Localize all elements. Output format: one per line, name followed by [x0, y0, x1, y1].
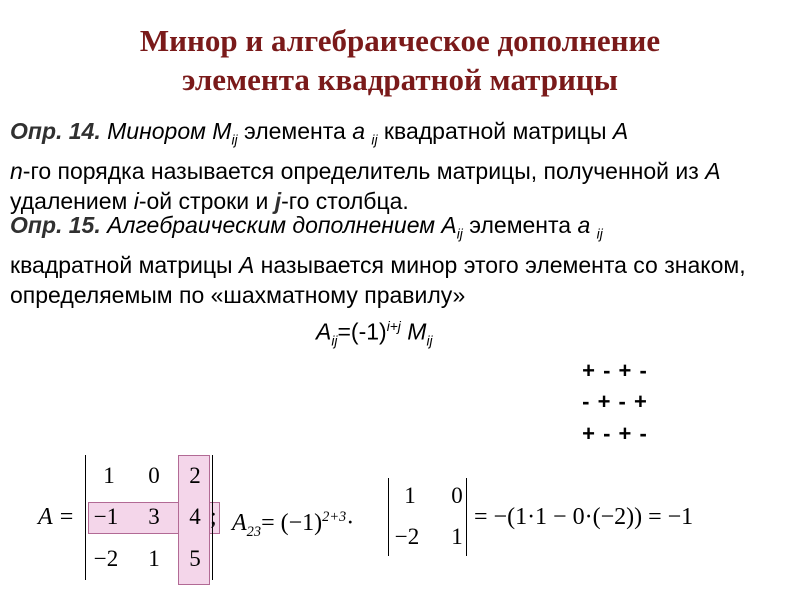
cofactor-power: 2+3 [322, 509, 347, 525]
def14-text: -го столбца. [281, 187, 409, 214]
def15-text: элемента [462, 212, 578, 238]
def14-matrix-symbol: A [612, 118, 629, 144]
definition-14 [10, 116, 790, 216]
def14-elem: a [352, 118, 365, 144]
cofactor-a23 [232, 503, 354, 546]
matrix-cell: 2 [189, 463, 201, 488]
formula-rhs: M [400, 318, 427, 345]
formula-sign-factor: =(-1) [337, 318, 387, 345]
cofactor-symbol: A [232, 510, 247, 536]
def14-text: -ой строки и [138, 187, 275, 214]
matrix-cell: 1 [103, 463, 115, 488]
title-line-1: Минор и алгебраическое дополнение [139, 23, 661, 58]
def15-elem-sub: ij [596, 226, 603, 242]
def14-matrix-symbol: A [705, 157, 721, 184]
def15-label: Опр. 15. [10, 212, 101, 238]
def15-term-sub: ij [456, 226, 463, 242]
def14-text: удалением [10, 187, 134, 214]
matrix-cell: 3 [148, 504, 160, 529]
cofactor-result: = −(1·1 − 0·(−2)) = −1 [474, 504, 694, 530]
def14-elem-sub: ij [371, 132, 378, 148]
def14-col-index: j [274, 187, 282, 214]
minor-cell: 1 [404, 483, 416, 508]
matrix-cell: 4 [189, 504, 201, 529]
def14-text: квадратной матрицы [377, 118, 613, 144]
def15-text: называется минор этого элемента со знаком, определяемым по «шахматному правилу» [10, 251, 746, 308]
chess-rule-row-3: + - + - [582, 421, 648, 446]
minor-cell: 0 [451, 483, 463, 508]
def14-row-index: i [133, 187, 139, 214]
example-matrix-label [38, 503, 74, 531]
def14-order: n [10, 157, 23, 184]
chess-rule-row-2: - + - + [582, 389, 648, 414]
def14-term-sub: ij [231, 132, 238, 148]
formula-exponent: i+j [386, 319, 401, 334]
semicolon: ; [210, 504, 217, 530]
def15-term: Алгебраическим дополнением A [107, 212, 457, 238]
matrix-a-equals: A = [38, 504, 75, 530]
formula-rhs-sub: ij [426, 333, 433, 349]
def14-text: -го порядка называется определитель матрицы, полученной из [22, 157, 706, 184]
matrix-cell: −2 [93, 546, 119, 571]
minor-cell: 1 [451, 524, 463, 549]
matrix-cell: 1 [148, 546, 160, 571]
cofactor-sign: = (−1) [261, 510, 323, 536]
formula-lhs-sub: ij [331, 333, 338, 349]
def15-matrix-symbol: A [238, 251, 255, 278]
cofactor-sub: 23 [246, 523, 262, 540]
chess-rule-row-1: + - + - [582, 358, 648, 383]
multiply-dot: · [346, 510, 355, 536]
minor-cell: −2 [394, 524, 420, 549]
matrix-cell: 5 [189, 546, 201, 571]
matrix-cell: 0 [148, 463, 160, 488]
def15-text: квадратной матрицы [10, 251, 239, 278]
def15-elem: a [577, 212, 591, 238]
matrix-cell: −1 [93, 504, 119, 529]
def14-term: Минором M [107, 118, 232, 144]
title-line-2: элемента квадратной матрицы [182, 62, 618, 97]
def14-text: элемента [237, 118, 353, 144]
definition-15 [10, 210, 790, 310]
def14-label: Опр. 14. [10, 118, 101, 144]
formula-lhs: A [316, 318, 332, 345]
cofactor-formula [316, 310, 433, 358]
